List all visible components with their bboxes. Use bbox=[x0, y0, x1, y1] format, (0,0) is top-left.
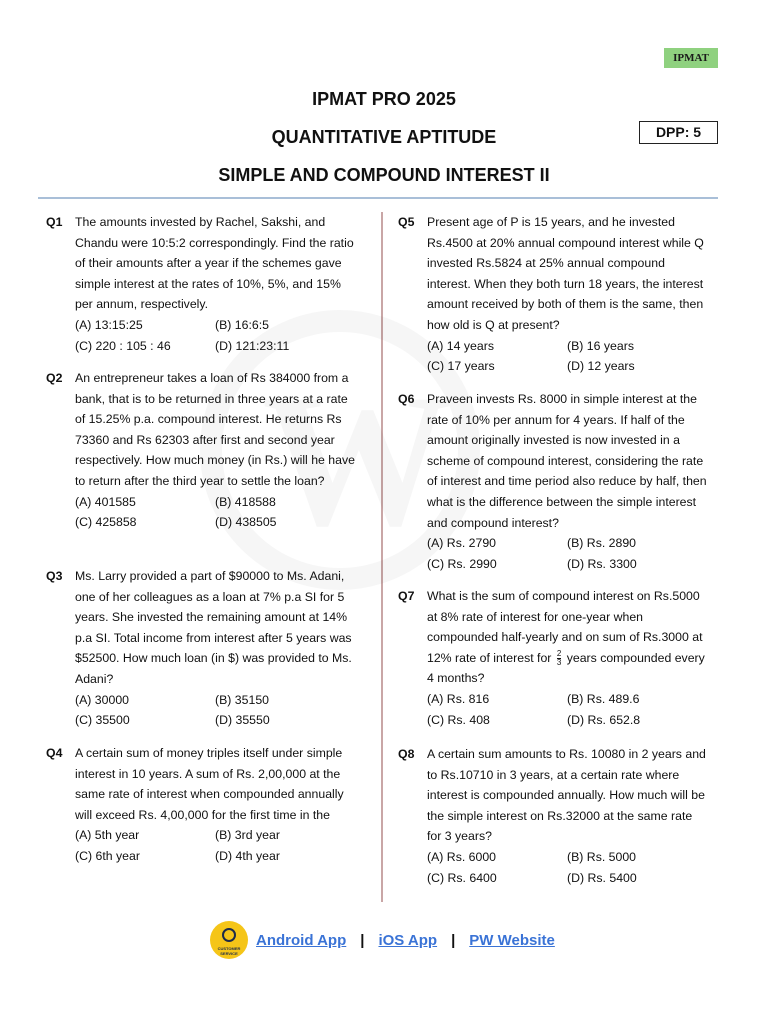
separator: | bbox=[360, 931, 365, 949]
ios-app-link[interactable]: iOS App bbox=[378, 931, 438, 949]
question-text bbox=[427, 586, 709, 689]
option-b: (B) Rs. 2890 bbox=[567, 536, 637, 551]
question-number: Q4 bbox=[46, 746, 63, 760]
option-d: (D) 4th year bbox=[215, 848, 280, 863]
question-number: Q6 bbox=[398, 392, 415, 406]
option-d: (D) 121:23:11 bbox=[215, 338, 290, 353]
option-d: (D) Rs. 652.8 bbox=[567, 712, 641, 727]
option-b: (B) Rs. 5000 bbox=[567, 849, 637, 864]
option-b: (B) 35150 bbox=[215, 692, 270, 707]
option-b: (B) 418588 bbox=[215, 494, 276, 509]
separator: | bbox=[451, 931, 456, 949]
option-c: (C) 17 years bbox=[427, 359, 495, 374]
question-number: Q3 bbox=[46, 569, 63, 583]
option-c: (C) Rs. 6400 bbox=[427, 870, 497, 885]
question-number: Q1 bbox=[46, 215, 63, 229]
option-d: (D) Rs. 3300 bbox=[567, 556, 637, 571]
option-c: (C) 425858 bbox=[75, 515, 137, 530]
question-text-start: What is the sum of compound interest on Rs.5000 at 8% rate of interest for one-year when compounded half-yearly and on sum of Rs.3000 at 12% rate of interest for bbox=[427, 589, 703, 665]
question-number: Q7 bbox=[398, 589, 415, 603]
fraction bbox=[557, 650, 561, 667]
header-divider bbox=[38, 197, 718, 199]
question-text-end: years compounded every 4 months? bbox=[427, 650, 705, 686]
subject-title: QUANTITATIVE APTITUDE bbox=[271, 127, 497, 147]
option-c: (C) Rs. 408 bbox=[427, 712, 490, 727]
android-app-link[interactable]: Android App bbox=[256, 931, 347, 949]
option-a: (A) Rs. 6000 bbox=[427, 849, 497, 864]
option-b: (B) 3rd year bbox=[215, 828, 280, 843]
question-text: The amounts invested by Rachel, Sakshi, and Chandu were 10:5:2 correspondingly. Find the ratio of their amounts after a year if the schemes gave simple interest at the rates of 10%, 5%, and 15% per annum, respectively. bbox=[75, 215, 354, 312]
fraction-denominator: 3 bbox=[556, 658, 562, 668]
option-d: (D) 12 years bbox=[567, 359, 635, 374]
option-a: (A) 13:15:25 bbox=[75, 317, 143, 332]
option-a: (A) 5th year bbox=[75, 828, 140, 843]
question-text: Praveen invests Rs. 8000 in simple interest at the rate of 10% per annum for 4 years. If half of the amount originally invested is now invested in a scheme of compound interest, considering the rate of interest and time period also reduce by half, then what is the difference between the simple interest and compound interest? bbox=[427, 392, 707, 530]
question-number: Q5 bbox=[398, 215, 415, 229]
question-text: An entrepreneur takes a loan of Rs 384000 from a bank, that is to be returned in three years at a rate of 15.25% p.a. compound interest. He returns Rs 73360 and Rs 62303 after first and second year respectively. How much money (in Rs.) will he have to return after the third year to settle the loan? bbox=[75, 371, 355, 488]
option-b: (B) 16:6:5 bbox=[215, 317, 269, 332]
page-title: IPMAT PRO 2025 bbox=[312, 89, 456, 109]
pw-website-link[interactable]: PW Website bbox=[469, 931, 555, 949]
question-text: A certain sum of money triples itself under simple interest in 10 years. A sum of Rs. 2,00,000 at the same rate of interest when compounded annually will exceed Rs. 4,00,000 for the first time in the bbox=[75, 746, 344, 822]
option-c: (C) Rs. 2990 bbox=[427, 556, 497, 571]
option-c: (C) 6th year bbox=[75, 848, 140, 863]
option-c: (C) 220 : 105 : 46 bbox=[75, 338, 171, 353]
option-b: (B) Rs. 489.6 bbox=[567, 691, 640, 706]
ipmat-tag: IPMAT bbox=[664, 48, 718, 68]
dpp-badge: DPP: 5 bbox=[639, 121, 718, 144]
option-d: (D) Rs. 5400 bbox=[567, 870, 637, 885]
question-text: A certain sum amounts to Rs. 10080 in 2 years and to Rs.10710 in 3 years, at a certain rate where interest is compounded annually. How much will be the simple interest on Rs.32000 at the same rate for 3 years? bbox=[427, 747, 706, 844]
footer-links bbox=[210, 920, 555, 960]
fraction-numerator: 2 bbox=[556, 649, 562, 659]
option-a: (A) 30000 bbox=[75, 692, 130, 707]
option-a: (A) 401585 bbox=[75, 494, 136, 509]
option-a: (A) 14 years bbox=[427, 338, 494, 353]
option-d: (D) 438505 bbox=[215, 515, 277, 530]
topic-title: SIMPLE AND COMPOUND INTEREST II bbox=[218, 165, 550, 185]
customer-service-icon: CUSTOMER SERVICE bbox=[210, 921, 248, 959]
question-text: Present age of P is 15 years, and he invested Rs.4500 at 20% annual compound interest while Q invested Rs.5824 at 25% annual compound interest. When they both turn 18 years, the interest amount received by both of them is the same, then how old is Q at present? bbox=[427, 215, 704, 332]
option-a: (A) Rs. 816 bbox=[427, 691, 490, 706]
question-number: Q2 bbox=[46, 371, 63, 385]
option-b: (B) 16 years bbox=[567, 338, 634, 353]
question-number: Q8 bbox=[398, 747, 415, 761]
option-c: (C) 35500 bbox=[75, 713, 130, 728]
option-d: (D) 35550 bbox=[215, 713, 270, 728]
option-a: (A) Rs. 2790 bbox=[427, 536, 497, 551]
question-text: Ms. Larry provided a part of $90000 to Ms. Adani, one of her colleagues as a loan at 7% p.a SI for 5 years. She invested the remaining amount at 14% p.a SI. Total income from interest after 5 years was $52500. How much loan (in $) was provided to Ms. Adani? bbox=[75, 569, 352, 686]
